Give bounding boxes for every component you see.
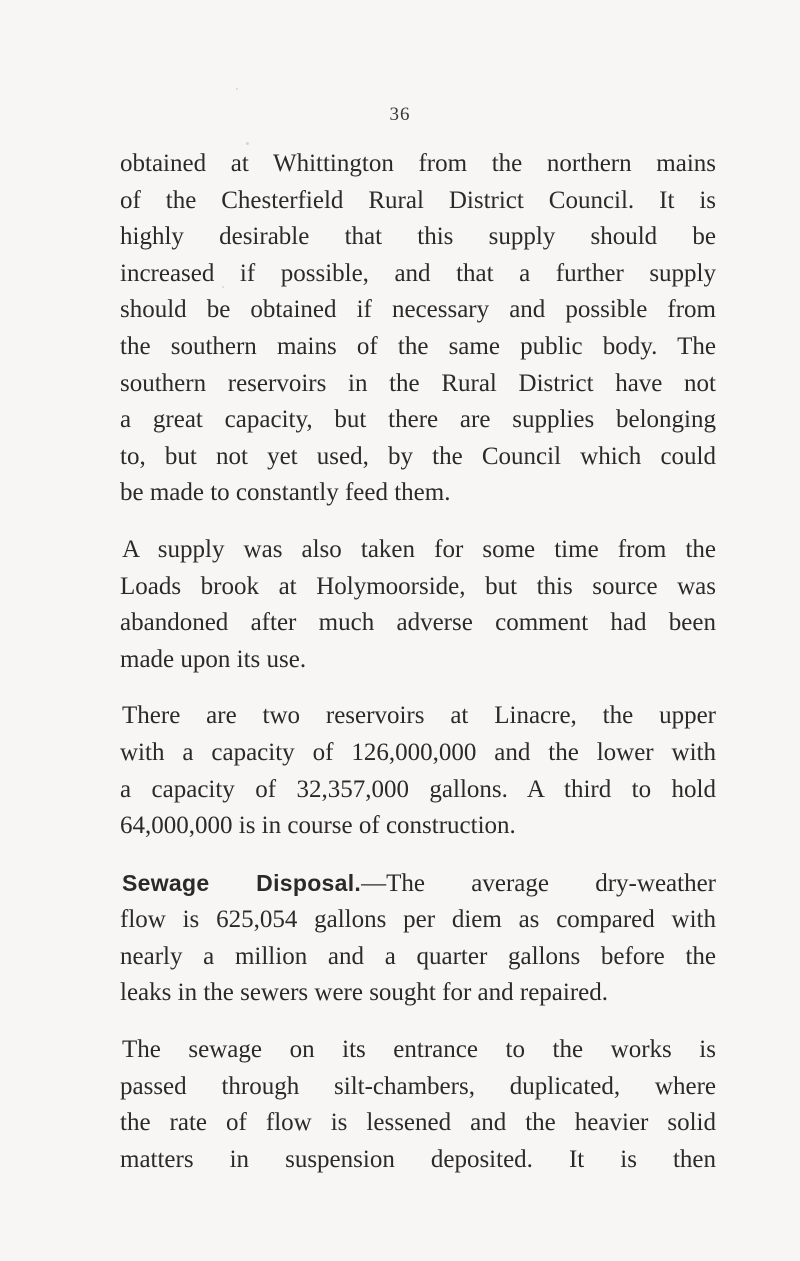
section-heading-sewage-disposal: Sewage Disposal. xyxy=(122,869,362,896)
text-line: matters in suspension deposited. It is then xyxy=(120,1145,716,1173)
text-line: a capacity of 32,357,000 gallons. A third to hold xyxy=(120,775,716,803)
text-line: There are two reservoirs at Linacre, the upper xyxy=(122,702,716,730)
text-line: be made to constantly feed them. xyxy=(120,479,451,507)
text-line: A supply was also taken for some time from the xyxy=(122,535,716,563)
text-line: Loads brook at Holymoorside, but this source was xyxy=(120,572,716,600)
paragraph-gap xyxy=(120,1012,716,1032)
text-line: abandoned after much adverse comment had been xyxy=(120,609,716,637)
paper-speck xyxy=(246,142,249,145)
text-line: the rate of flow is lessened and the heavier solid xyxy=(120,1109,716,1137)
paragraph-gap xyxy=(120,845,716,865)
paragraph-water-supply xyxy=(120,146,716,512)
text-line: passed through silt-chambers, duplicated, where xyxy=(120,1072,716,1100)
paragraph-linacre-reservoirs xyxy=(120,698,716,844)
text-line xyxy=(120,865,716,903)
text-line: flow is 625,054 gallons per diem as compared with xyxy=(120,906,716,934)
text-line: highly desirable that this supply should be xyxy=(120,223,716,251)
text-line: to, but not yet used, by the Council which could xyxy=(120,442,716,470)
paragraph-sewage-disposal xyxy=(120,865,716,1012)
paragraph-gap xyxy=(120,512,716,532)
paper-speck xyxy=(236,88,238,90)
text-line: 64,000,000 is in course of construction. xyxy=(120,812,516,840)
page-number: 36 xyxy=(389,104,411,125)
text-line: increased if possible, and that a further supply xyxy=(120,259,716,287)
text-line: a great capacity, but there are supplies belonging xyxy=(120,406,716,434)
paragraph-sewage-works xyxy=(120,1032,716,1178)
text-line: leaks in the sewers were sought for and repaired. xyxy=(120,979,609,1007)
body-text xyxy=(120,146,716,1178)
text-line: obtained at Whittington from the northern mains xyxy=(120,150,716,177)
text-run: —The average dry-weather xyxy=(361,869,716,897)
text-line: of the Chesterfield Rural District Council. It is xyxy=(120,186,716,214)
paragraph-gap xyxy=(120,678,716,698)
text-line: southern reservoirs in the Rural District have not xyxy=(120,369,716,397)
paragraph-loads-brook xyxy=(120,532,716,678)
text-line: should be obtained if necessary and possible from xyxy=(120,296,716,324)
text-line: with a capacity of 126,000,000 and the lower with xyxy=(120,738,716,766)
text-line: nearly a million and a quarter gallons before the xyxy=(120,942,716,970)
text-line: The sewage on its entrance to the works is xyxy=(122,1036,716,1064)
text-line: the southern mains of the same public body. The xyxy=(120,332,716,360)
text-line: made upon its use. xyxy=(120,645,307,673)
